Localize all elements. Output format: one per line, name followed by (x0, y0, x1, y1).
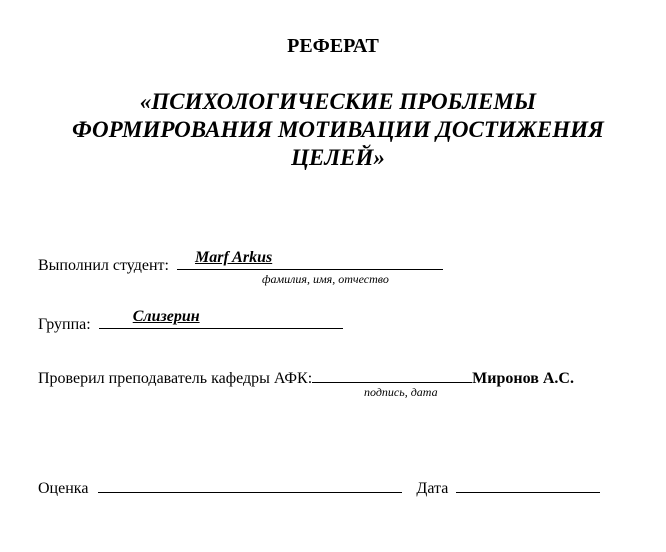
grade-row (38, 475, 600, 499)
date-field[interactable] (456, 475, 600, 493)
student-hint: фамилия, имя, отчество (262, 272, 389, 286)
document-topic (40, 88, 636, 172)
grade-label: Оценка (38, 480, 89, 497)
topic-line-2: ФОРМИРОВАНИЯ МОТИВАЦИИ ДОСТИЖЕНИЯ (72, 117, 604, 142)
grade-field[interactable] (98, 475, 402, 493)
group-label: Группа: (38, 316, 91, 333)
checker-name: Миронов А.С. (472, 370, 574, 387)
checker-signature-field[interactable] (312, 365, 472, 383)
document-title: РЕФЕРАТ (287, 35, 379, 57)
student-label: Выполнил студент: (38, 257, 169, 274)
checker-row (38, 365, 574, 389)
checker-hint: подпись, дата (364, 385, 438, 399)
date-label: Дата (416, 480, 449, 497)
checker-label: Проверил преподаватель кафедры АФК: (38, 370, 313, 387)
topic-line-1: «ПСИХОЛОГИЧЕСКИЕ ПРОБЛЕМЫ (139, 89, 537, 114)
group-row (38, 308, 343, 335)
group-field[interactable] (99, 308, 343, 329)
student-field[interactable] (177, 249, 443, 270)
topic-line-3: ЦЕЛЕЙ» (291, 145, 385, 170)
student-name-value: Marf Arkus (194, 249, 273, 266)
group-value: Слизерин (132, 308, 200, 325)
